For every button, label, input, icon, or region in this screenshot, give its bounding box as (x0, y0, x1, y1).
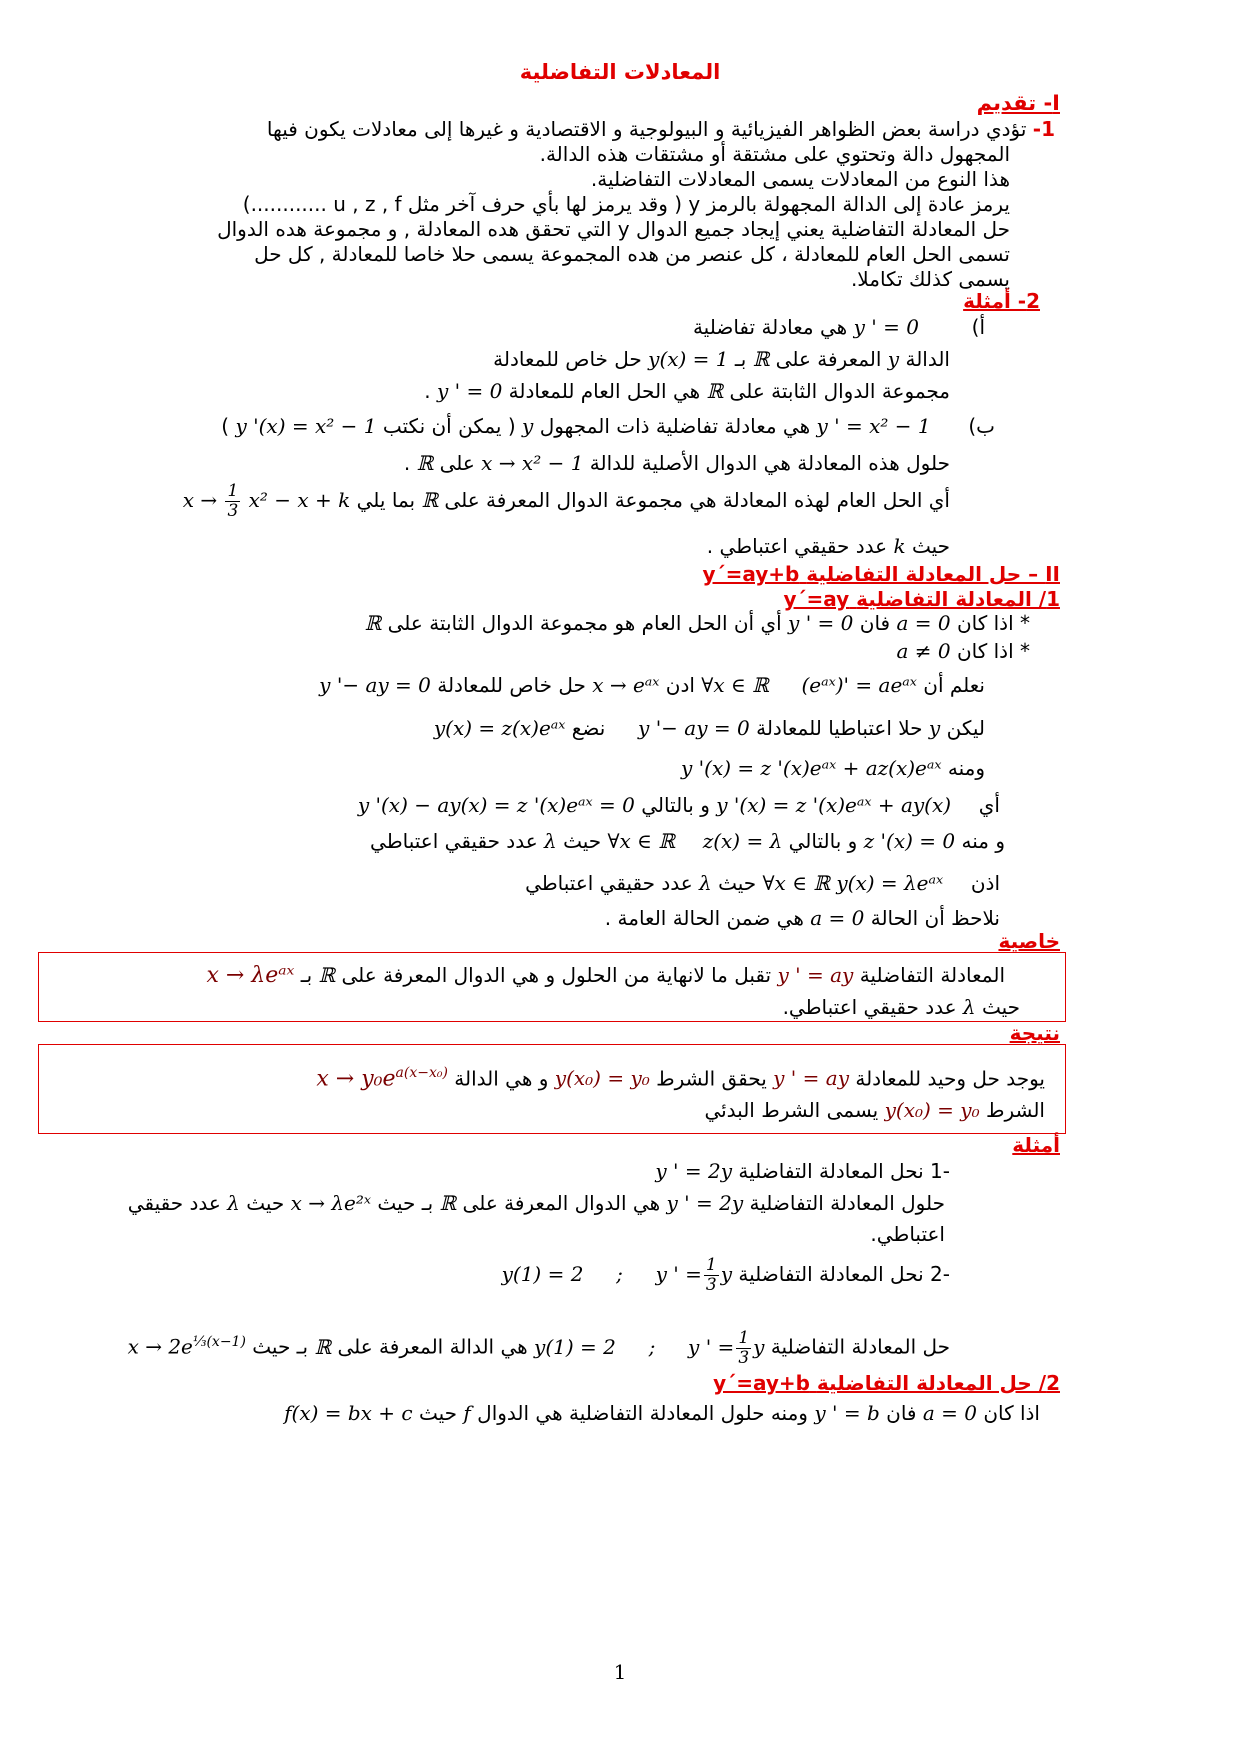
text: حيث (418, 1401, 458, 1425)
example-a-label: أ) (971, 315, 985, 339)
math-eq: y ' = 2y (655, 1159, 733, 1183)
section-heading-intro: I- تقديم (976, 91, 1060, 115)
ex2-2-line-2 (128, 1322, 950, 1368)
text: حيث (246, 1191, 285, 1215)
text: يوجد حل وحيد للمعادلة (855, 1066, 1045, 1091)
example-a-line-3 (424, 378, 950, 404)
result-line-2 (704, 1097, 1045, 1123)
text: بـ (734, 347, 747, 371)
text: يحقق الشرط (656, 1066, 767, 1091)
subsection-heading-1 (783, 586, 1060, 612)
math-eq: a = 0 (810, 906, 865, 930)
fraction-den: 3 (705, 1275, 717, 1295)
text: حل خاص للمعادلة (437, 673, 586, 697)
math-eq: y ' = b (814, 1401, 880, 1425)
math-eq: y '(x) = x² − 1 (235, 414, 377, 438)
example-b-line-4 (707, 533, 950, 559)
intro-line-4: يرمز عادة إلى الدالة المجهولة بالرمز y ( وقد يرمز لها بأي حرف آخر مثل u , z , f ............) (242, 192, 1010, 216)
math-eq: y(x) = z(x)eᵃˣ (433, 716, 566, 740)
reals-symbol: ℝ (706, 379, 724, 403)
math-part: x → (182, 488, 218, 512)
fraction-num: 1 (738, 1327, 750, 1348)
heading-eq: y´=ay+b (702, 562, 800, 586)
text: بما يلي (356, 488, 416, 512)
proof-line-3 (681, 755, 985, 781)
fraction (736, 1329, 751, 1368)
text: ادن (665, 673, 695, 697)
proof-line-7 (605, 905, 1000, 931)
intro-line-7: يسمى كذلك تكاملا. (850, 267, 1010, 291)
text: فان (886, 1401, 917, 1425)
example-a-line-2 (493, 346, 950, 372)
text: -1 (930, 1159, 950, 1183)
math-eq: a = 0 (896, 611, 951, 635)
math-eq: y(x₀) = y₀ (884, 1098, 980, 1122)
math-part: y ' = (655, 1262, 702, 1286)
math-part: x → 2e (127, 1334, 193, 1359)
math-y: y (928, 716, 941, 740)
reals-symbol: ℝ (318, 963, 336, 987)
text: حل خاص للمعادلة (493, 347, 642, 371)
math-lambda: λ (544, 829, 557, 853)
text: مجموعة الدوال الثابتة على (729, 379, 950, 403)
intro-line-6: تسمى الحل العام للمعادلة ، كل عنصر من هده المجموعة يسمى حلا خاصا للمعادلة , كل حل (254, 242, 1010, 266)
math-y: y (522, 414, 534, 438)
example-a-text: هي معادلة تفاضلية (692, 315, 848, 339)
text: يسمى الشرط البدئي (704, 1098, 879, 1122)
property-line-2 (783, 994, 1020, 1020)
text: نحل المعادلة التفاضلية (738, 1159, 924, 1183)
math-eq: y(1) = 2 (534, 1334, 616, 1359)
intro-text-1: تؤدي دراسة بعض الظواهر الفيزيائية و البيولوجية و الاقتصادية و غيرها إلى معادلات يكون فيها (266, 117, 1027, 141)
text: عدد حقيقي اعتباطي (525, 871, 693, 895)
math-fn (128, 1322, 246, 1367)
heading-eq: y´=ay+b (713, 1371, 810, 1395)
text: عدد حقيقي اعتباطي (370, 829, 538, 853)
math-eq: f(x) = bx + c (284, 1401, 413, 1425)
text: اذا كان (956, 611, 1014, 635)
page-title: المعادلات التفاضلية (519, 60, 721, 84)
reals-symbol: ℝ (752, 347, 770, 371)
math-eq: a = 0 (922, 1401, 977, 1425)
bullet: * (1020, 611, 1030, 635)
proof-line-4 (358, 792, 1000, 818)
intro-line-5: حل المعادلة التفاضلية يعني إيجاد جميع الدوال y التي تحقق هده المعادلة , و مجموعة هده الدوال (217, 217, 1010, 241)
text: ) (221, 414, 230, 438)
intro-num: 1- (1032, 117, 1055, 141)
text: عدد حقيقي (127, 1191, 221, 1215)
heading-eq: y´=ay (783, 587, 850, 611)
math-eq (656, 1254, 732, 1295)
math-eq: y(x) = 1 (648, 347, 729, 371)
text: و بالتالي (788, 829, 858, 853)
text: بـ حيث (377, 1191, 434, 1215)
fraction-den: 3 (738, 1347, 750, 1368)
math-fn (316, 1060, 448, 1092)
example-b-label: ب) (968, 414, 995, 438)
math-eq: y ' = x² − 1 (816, 414, 931, 438)
text: عدد حقيقي اعتباطي. (782, 995, 957, 1019)
case-1 (365, 610, 1030, 636)
ex2-1-line-2 (128, 1190, 945, 1216)
text: نضع (571, 716, 606, 740)
ex2-2-line-1 (502, 1254, 950, 1295)
text: حلول هذه المعادلة هي الدوال الأصلية للدالة (589, 451, 950, 475)
result-heading: نتيجة (1009, 1021, 1060, 1045)
fraction-den: 3 (227, 501, 239, 521)
property-heading: خاصية (998, 929, 1060, 953)
math-eq: ∀x ∈ ℝ (701, 673, 769, 697)
math-eq: y '(x) = z '(x)eᵃˣ + az(x)eᵃˣ (681, 756, 942, 780)
text: ومنه حلول المعادلة التفاضلية هي الدوال (477, 1401, 808, 1425)
text: حيث (563, 829, 602, 853)
reals-symbol: ℝ (364, 611, 382, 635)
text: هي معادلة تفاضلية ذات المجهول (539, 414, 811, 438)
text: هي الدوال المعرفة على (462, 1191, 661, 1215)
text: نعلم أن (923, 673, 985, 697)
reals-symbol: ℝ (421, 488, 439, 512)
math-fn: x → λe²ˣ (290, 1191, 371, 1215)
section-heading-2 (703, 561, 1060, 587)
text: هي الدالة المعرفة على (337, 1334, 528, 1359)
examples-heading: 2- أمثلة (963, 289, 1040, 313)
text: . (403, 451, 411, 475)
fraction-num: 1 (227, 481, 239, 501)
fraction (225, 482, 240, 521)
proof-line-1 (319, 672, 985, 698)
ex2-1-line-1 (655, 1158, 950, 1184)
ex2-1-line-3: اعتباطي. (870, 1222, 945, 1246)
s3-line-1 (284, 1400, 1040, 1426)
math-eq: y ' = ay (777, 963, 854, 987)
proof-line-6 (525, 870, 1000, 896)
text: ومنه (947, 756, 985, 780)
case-2 (896, 638, 1030, 664)
math-eq: x → eᵃˣ (592, 673, 660, 697)
math-eq: (eᵃˣ)' = aeᵃˣ (801, 673, 917, 697)
math-eq: y ' = ay (773, 1066, 849, 1091)
text: المعرفة على (775, 347, 882, 371)
math-eq: y(x) = λeᵃˣ (836, 871, 944, 895)
math-eq: ∀x ∈ ℝ (607, 829, 675, 853)
text: بـ (300, 963, 313, 987)
math-f: f (463, 1401, 471, 1425)
text: الدالة (905, 347, 950, 371)
math-fn: x → λeᵃˣ (206, 963, 295, 988)
text: حلا اعتباطيا للمعادلة (756, 716, 923, 740)
text: اذا كان (956, 639, 1014, 663)
intro-line-3: هذا النوع من المعادلات يسمى المعادلات التفاضلية. (590, 167, 1010, 191)
math-eq: y ' = 2y (666, 1191, 744, 1215)
math-part: x → y₀e (316, 1066, 396, 1092)
text: اذن (970, 871, 1000, 895)
math-sep: ; (616, 1262, 623, 1286)
math-sup: ⅓(x−1) (192, 1334, 246, 1350)
math-eq: z '(x) = 0 (863, 829, 956, 853)
text: فان (859, 611, 891, 635)
text: و منه (961, 829, 1005, 853)
result-line-1 (316, 1060, 1045, 1092)
math-part: y (720, 1262, 733, 1286)
math-part: y ' = (688, 1334, 735, 1359)
math-eq: y '(x) − ay(x) = z '(x)eᵃˣ = 0 (357, 793, 635, 817)
math-fn: x → x² − 1 (481, 451, 584, 475)
text: حيث (981, 995, 1020, 1019)
text: و هي الدالة (454, 1066, 549, 1091)
math-eq (688, 1327, 764, 1368)
math-part: x² − x + k (248, 488, 351, 512)
text: بـ حيث (252, 1334, 309, 1359)
text: ( يمكن أن نكتب (382, 414, 516, 438)
text: حيث (911, 534, 950, 558)
heading-text: II – حل المعادلة التفاضلية (806, 562, 1060, 586)
text: . (424, 379, 431, 403)
math-part: y (753, 1334, 765, 1359)
intro-line-1 (267, 116, 1055, 142)
example-b-line-3 (183, 480, 950, 521)
reals-symbol: ℝ (314, 1334, 332, 1359)
examples2-heading: أمثلة (1012, 1133, 1060, 1157)
subsection-heading-2 (713, 1370, 1060, 1396)
heading-text: 2/ حل المعادلة التفاضلية (816, 1371, 1060, 1395)
math-eq: y(x₀) = y₀ (554, 1066, 650, 1091)
math-eq: ∀x ∈ ℝ (762, 871, 830, 895)
text: هي الحل العام للمعادلة (508, 379, 701, 403)
text: حيث (718, 871, 757, 895)
math-eq: y '− ay = 0 (319, 673, 431, 697)
text: حل المعادلة التفاضلية (770, 1334, 950, 1359)
proof-line-2 (434, 715, 985, 741)
reals-symbol: ℝ (439, 1191, 457, 1215)
text: نحل المعادلة التفاضلية (738, 1262, 924, 1286)
text: و بالتالي (641, 793, 710, 817)
math-eq: y ' = 0 (436, 379, 503, 403)
text: حلول المعادلة التفاضلية (749, 1191, 945, 1215)
math-antiderivative (183, 480, 351, 521)
proof-line-5 (370, 828, 1005, 854)
math-sep: ; (648, 1334, 656, 1359)
reals-symbol: ℝ (416, 451, 434, 475)
example-b-line-1 (221, 413, 995, 439)
text: أي (978, 793, 1000, 817)
math-lambda: λ (962, 995, 976, 1019)
text: أي الحل العام لهذه المعادلة هي مجموعة الدوال المعرفة على (444, 488, 950, 512)
text: أي أن الحل العام هو مجموعة الدوال الثابتة على (387, 611, 782, 635)
text: تقبل ما لانهاية من الحلول و هي الدوال المعرفة على (341, 963, 772, 987)
text: على (439, 451, 475, 475)
fraction (704, 1256, 719, 1295)
example-a-line-1 (693, 314, 985, 340)
fraction-num: 1 (705, 1255, 717, 1275)
math-eq: z(x) = λ (702, 829, 783, 853)
example-a-eq: y ' = 0 (853, 315, 919, 339)
math-y: y (887, 347, 900, 371)
text: نلاحظ أن الحالة (870, 906, 1000, 930)
math-eq: y ' = 0 (788, 611, 854, 635)
text: ليكن (946, 716, 985, 740)
text: اذا كان (983, 1401, 1040, 1425)
math-eq: y '(x) = z '(x)eᵃˣ + ay(x) (716, 793, 952, 817)
math-eq: y '− ay = 0 (638, 716, 750, 740)
text: المعادلة التفاضلية (859, 963, 1005, 987)
math-eq: a ≠ 0 (896, 639, 951, 663)
text: هي ضمن الحالة العامة . (604, 906, 804, 930)
page-number: 1 (613, 1660, 627, 1684)
property-line-1 (206, 962, 1005, 989)
bullet: * (1020, 639, 1030, 663)
example-b-line-2 (404, 450, 950, 476)
heading-text: 1/ المعادلة التفاضلية (856, 587, 1060, 611)
text: عدد حقيقي اعتباطي . (706, 534, 888, 558)
math-eq: y(1) = 2 (501, 1262, 584, 1286)
intro-line-2: المجهول دالة وتحتوي على مشتقة أو مشتقات هذه الدالة. (539, 142, 1010, 166)
text: الشرط (985, 1098, 1045, 1122)
math-k: k (893, 534, 906, 558)
text: -2 (930, 1262, 950, 1286)
math-sup: a(x−x₀) (395, 1065, 448, 1081)
math-lambda: λ (227, 1191, 240, 1215)
math-lambda: λ (699, 871, 712, 895)
